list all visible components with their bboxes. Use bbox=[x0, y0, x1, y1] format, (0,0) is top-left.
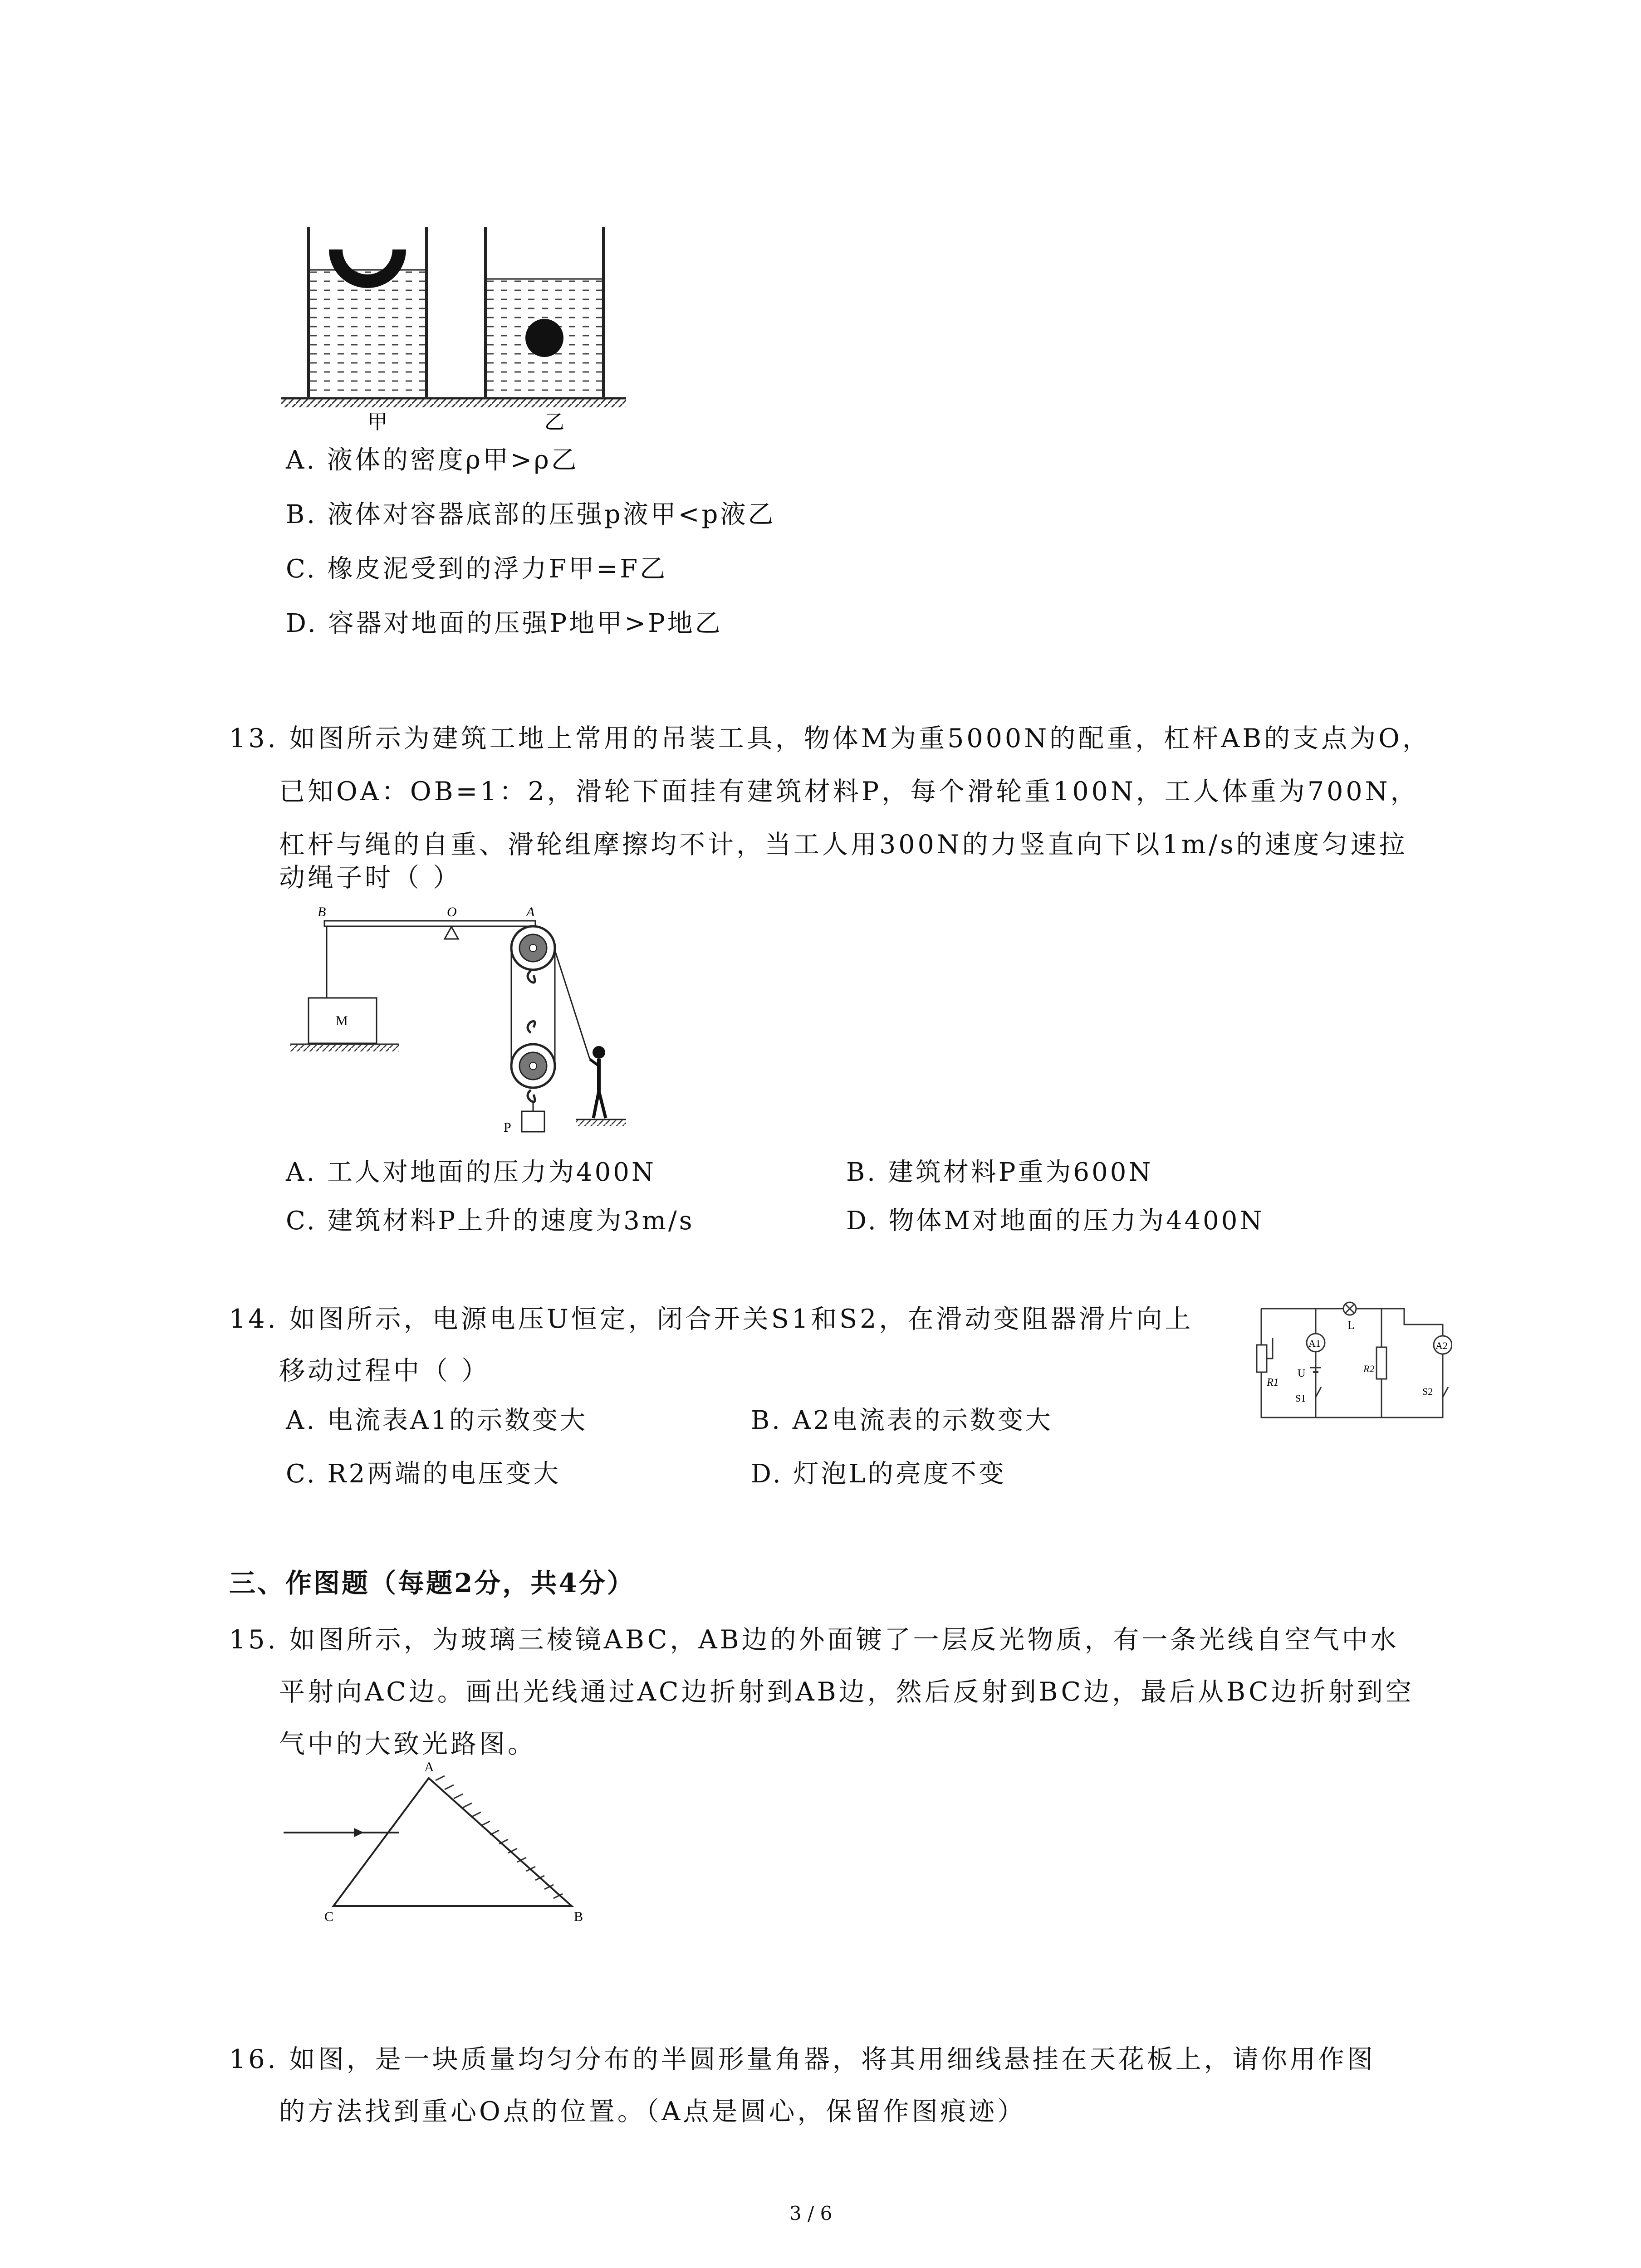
q16-line-1: 16. 如图，是一块质量均匀分布的半圆形量角器，将其用细线悬挂在天花板上，请你用作图 bbox=[229, 2044, 1376, 2074]
q12-option-a: A. 液体的密度ρ甲>ρ乙 bbox=[286, 445, 579, 475]
q12-option-c: C. 橡皮泥受到的浮力F甲=F乙 bbox=[286, 554, 668, 584]
q14-option-b: B. A2电流表的示数变大 bbox=[751, 1406, 1053, 1435]
label-a2: A2 bbox=[1435, 1340, 1448, 1351]
q14-option-d: D. 灯泡L的亮度不变 bbox=[751, 1459, 1006, 1489]
section-3-heading: 三、作图题（每题2分，共4分） bbox=[229, 1568, 635, 1598]
q13-line-1: 13. 如图所示为建筑工地上常用的吊装工具，物体M为重5000N的配重，杠杆AB的支点为O， bbox=[229, 723, 1431, 753]
q14-circuit-figure bbox=[1252, 1293, 1452, 1429]
q12-figure bbox=[281, 222, 626, 435]
q15-line-1: 15. 如图所示，为玻璃三棱镜ABC，AB边的外面镀了一层反光物质，有一条光线自空气中水 bbox=[229, 1625, 1399, 1655]
label-b: B bbox=[318, 904, 326, 919]
label-yi: 乙 bbox=[544, 411, 564, 433]
label-l: L bbox=[1347, 1319, 1355, 1332]
label-b: B bbox=[574, 1909, 583, 1924]
q14-line-1: 14. 如图所示，电源电压U恒定，闭合开关S1和S2，在滑动变阻器滑片向上 bbox=[229, 1304, 1194, 1334]
label-s2: S2 bbox=[1422, 1386, 1433, 1397]
label-o: O bbox=[447, 904, 457, 919]
q12-option-b: B. 液体对容器底部的压强p液甲<p液乙 bbox=[286, 500, 776, 529]
q13-line-2: 已知OA：OB=1：2，滑轮下面挂有建筑材料P，每个滑轮重100N，工人体重为700N， bbox=[279, 777, 1419, 807]
q12-option-d: D. 容器对地面的压强P地甲>P地乙 bbox=[286, 609, 723, 638]
q13-option-d: D. 物体M对地面的压力为4400N bbox=[846, 1206, 1264, 1236]
q15-line-3: 气中的大致光路图。 bbox=[279, 1729, 536, 1759]
q15-line-2: 平射向AC边。画出光线通过AC边折射到AB边，然后反射到BC边，最后从BC边折射到空 bbox=[279, 1677, 1414, 1707]
label-jia: 甲 bbox=[367, 411, 387, 433]
label-s1: S1 bbox=[1295, 1393, 1306, 1404]
q14-line-2: 移动过程中（ ） bbox=[279, 1356, 490, 1386]
q13-option-c: C. 建筑材料P上升的速度为3m/s bbox=[286, 1206, 695, 1236]
q13-line-4: 动绳子时（ ） bbox=[279, 863, 462, 893]
page-number: 3 / 6 bbox=[789, 2202, 833, 2224]
q13-option-a: A. 工人对地面的压力为400N bbox=[286, 1158, 656, 1187]
q13-option-b: B. 建筑材料P重为600N bbox=[846, 1158, 1153, 1187]
label-p: P bbox=[504, 1120, 511, 1135]
label-u: U bbox=[1298, 1368, 1306, 1379]
label-c: C bbox=[324, 1909, 334, 1924]
q15-prism-figure bbox=[277, 1760, 608, 1932]
q14-option-c: C. R2两端的电压变大 bbox=[286, 1459, 561, 1489]
label-r2: R2 bbox=[1363, 1363, 1375, 1374]
q13-line-3: 杠杆与绳的自重、滑轮组摩擦均不计，当工人用300N的力竖直向下以1m/s的速度匀速拉 bbox=[279, 830, 1408, 860]
q14-option-a: A. 电流表A1的示数变大 bbox=[286, 1406, 588, 1435]
q13-figure bbox=[281, 896, 626, 1141]
label-a: A bbox=[526, 904, 535, 919]
label-r1: R1 bbox=[1267, 1377, 1279, 1388]
label-m: M bbox=[336, 1013, 348, 1028]
q16-line-2: 的方法找到重心O点的位置。（A点是圆心，保留作图痕迹） bbox=[279, 2097, 1026, 2126]
label-a1: A1 bbox=[1308, 1338, 1321, 1349]
label-a: A bbox=[424, 1760, 434, 1774]
